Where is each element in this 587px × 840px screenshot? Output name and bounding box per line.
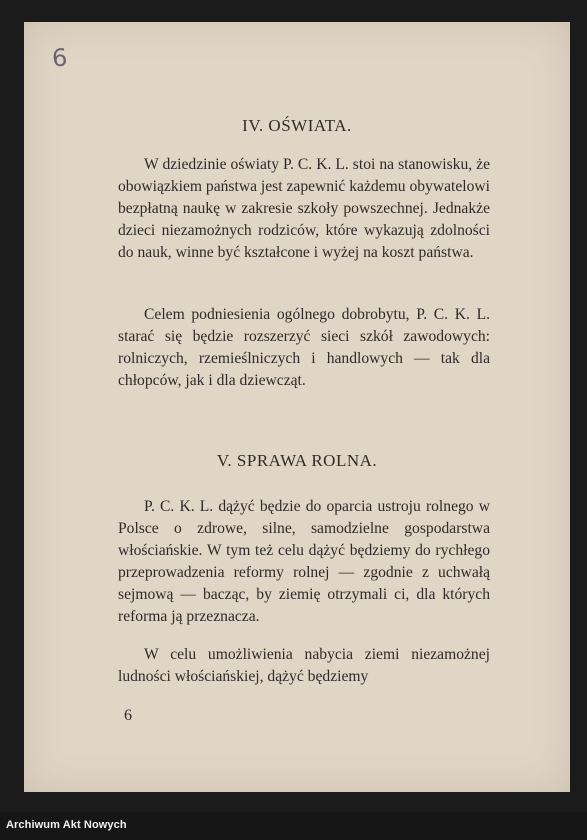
section-paragraph: W dziedzinie oświaty P. C. K. L. stoi na stanowisku, że obowiązkiem państwa jest zapewnić każdemu obywatelowi bezpłatną naukę w zakresie szkoły powszechnej. Jednakże dzieci niezamożnych rodziców, które wykazują zdolności do nauk, winne być kształcone i wyżej na koszt państwa. [118, 156, 490, 261]
archive-name: Archiwum Akt Nowych [6, 819, 127, 831]
section-paragraph: P. C. K. L. dążyć będzie do oparcia ustroju rolnego w Polsce o zdrowe, silne, samodzielne gospodarstwa włościańskie. W tym też celu dążyć będziemy do rychłego przeprowadzenia reformy rolnej — zgodnie z uchwałą sejmową — bacząc, by ziemię otrzymali ci, dla których reforma ją przeznacza. [118, 498, 490, 625]
section-paragraph: W celu umożliwienia nabycia ziemi niezamożnej ludności włościańskiej, dążyć będziemy [118, 646, 490, 685]
handwritten-page-number: 6 [51, 43, 69, 73]
section-paragraph: Celem podniesienia ogólnego dobrobytu, P. C. K. L. starać się będzie rozszerzyć sieci szkół zawodowych: rolniczych, rzemieślniczych i handlowych — tak dla chłopców, jak i dla dziewcząt. [118, 306, 490, 389]
section-title-sprawa-rolna: V. SPRAWA ROLNA. [216, 451, 378, 470]
archive-footer [0, 812, 587, 840]
printed-page-number: 6 [124, 707, 132, 724]
section-title-oswiata: IV. OŚWIATA. [242, 116, 352, 135]
document-page [24, 22, 570, 792]
